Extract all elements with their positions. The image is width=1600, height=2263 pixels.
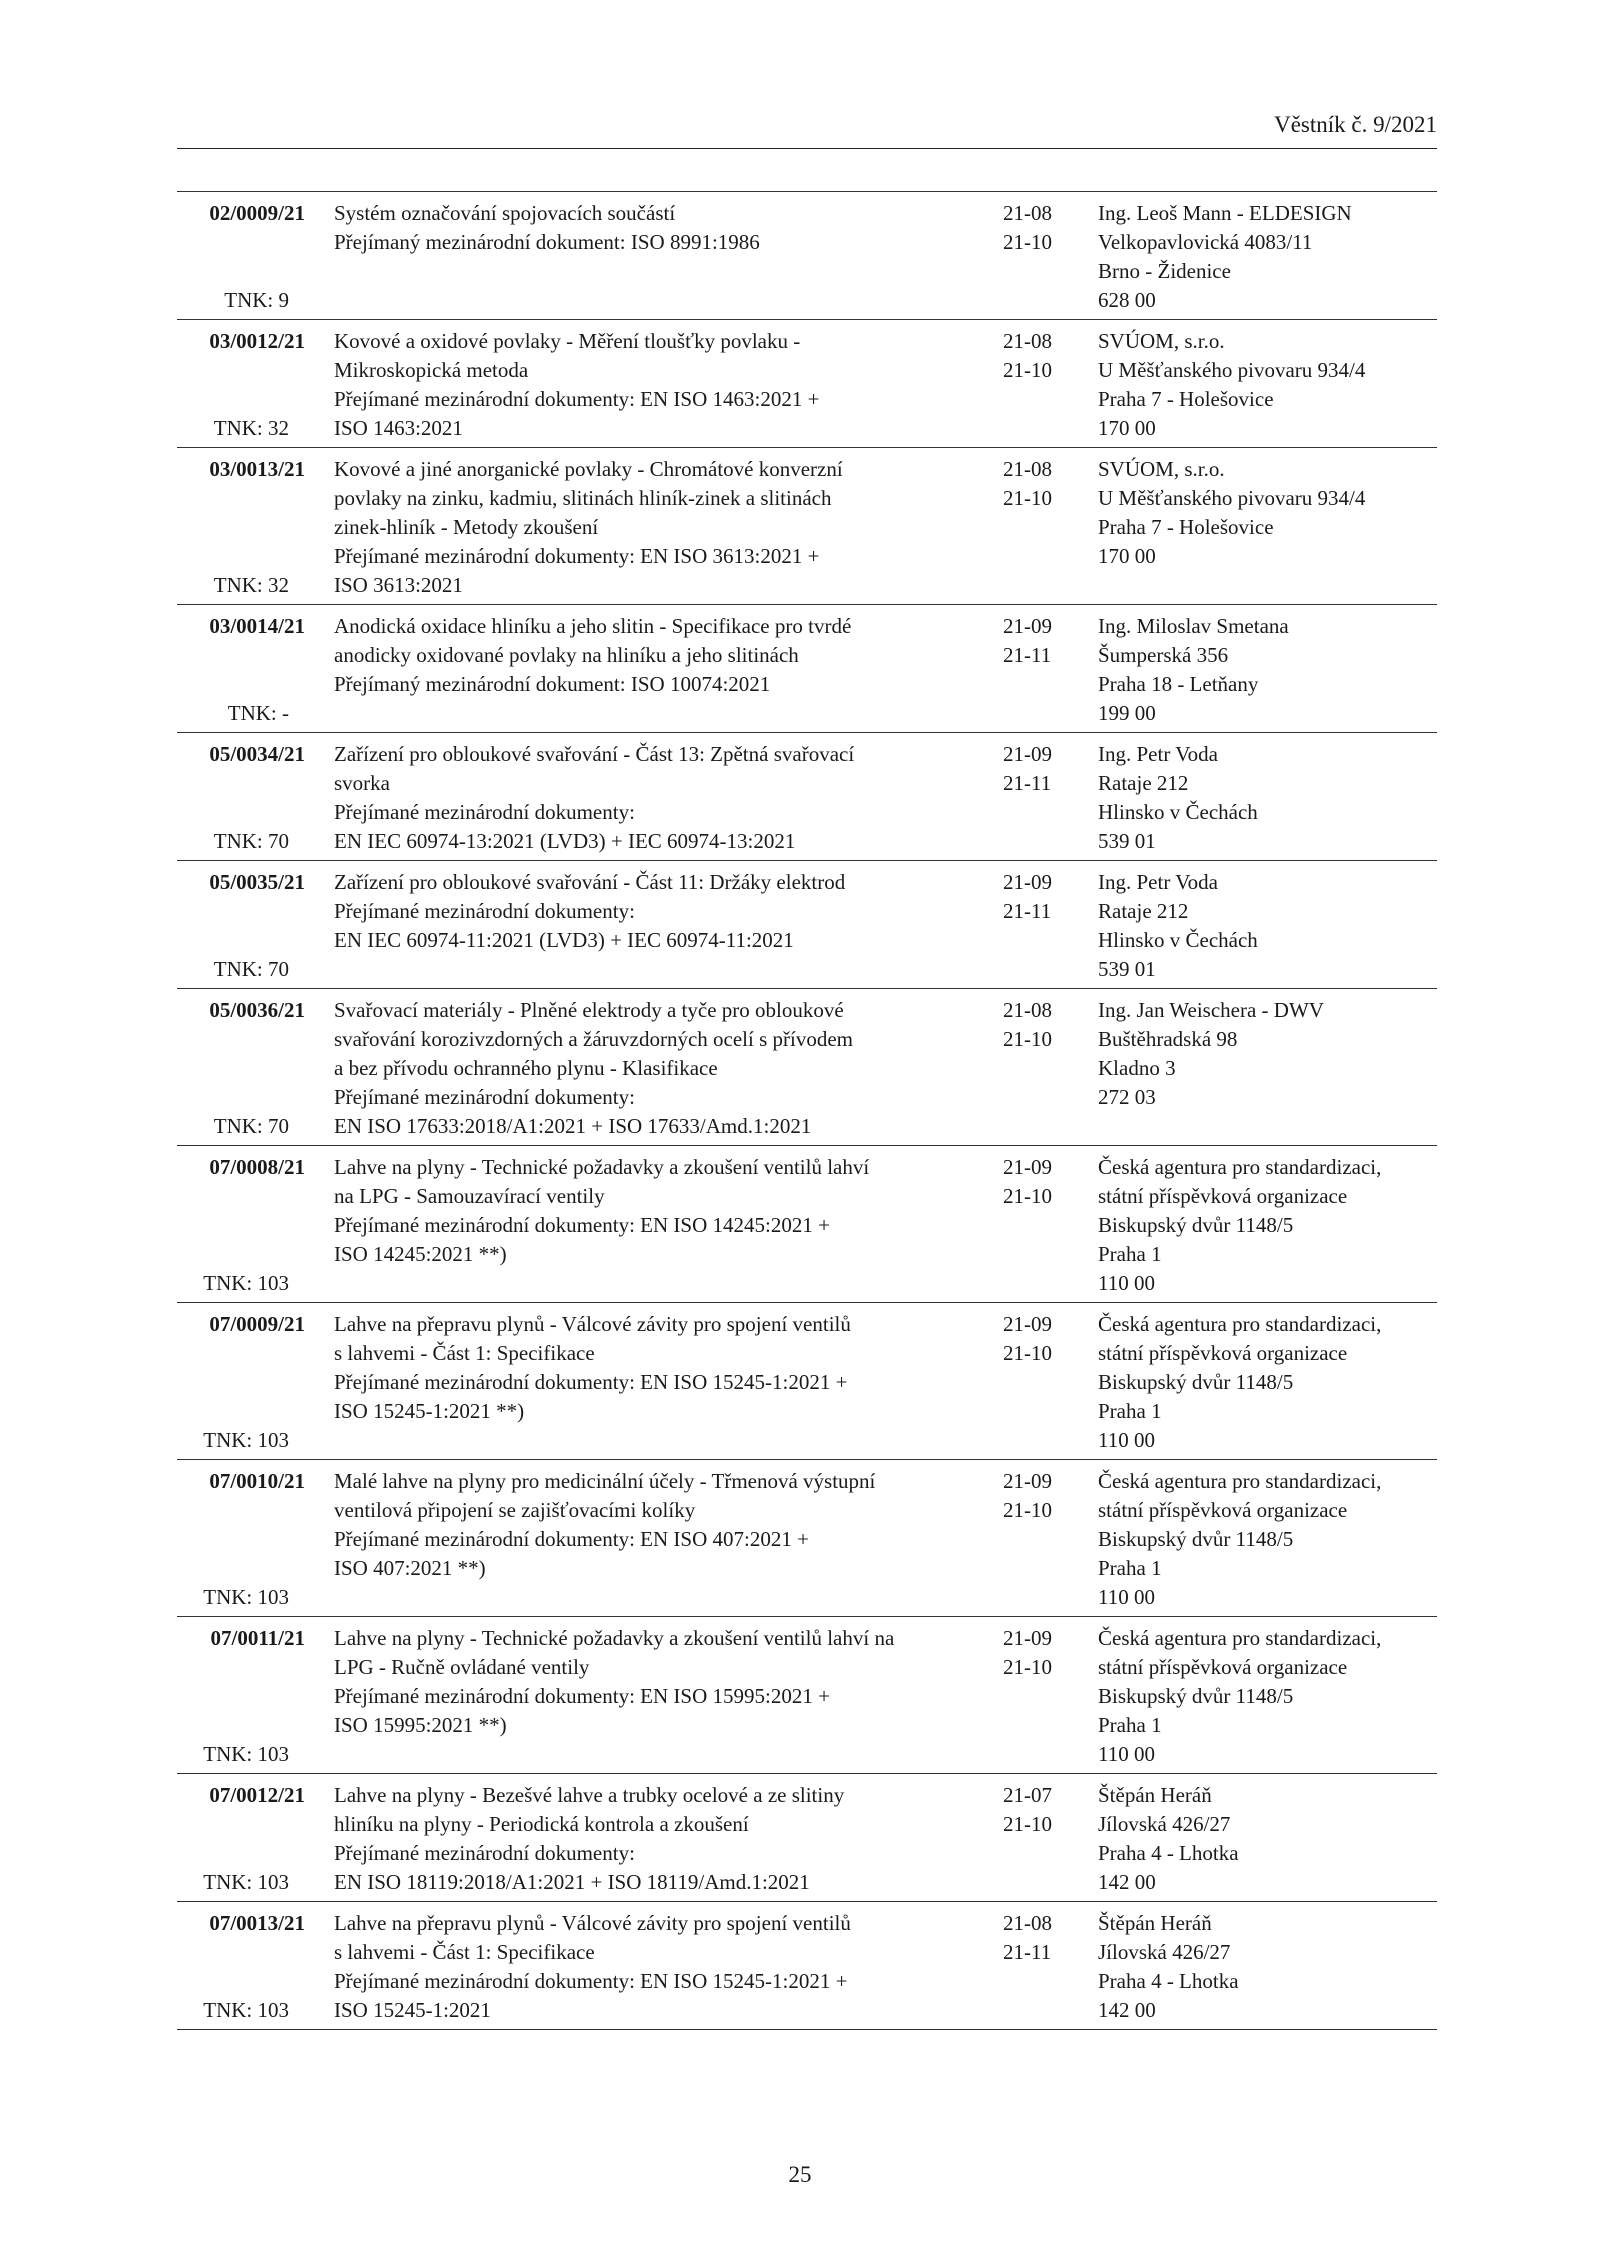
- entry-date: 21-11: [1003, 771, 1052, 795]
- entry-address-line: 142 00: [1098, 1998, 1156, 2022]
- entry-title: [334, 740, 994, 856]
- entry-date: 21-09: [1003, 614, 1052, 638]
- entry-address-line: Kladno 3: [1098, 1056, 1176, 1080]
- entry-title-line: Přejímané mezinárodní dokumenty: EN ISO 15995:2021 +: [334, 1684, 830, 1708]
- entry-dates: [1003, 455, 1073, 513]
- entry-title: [334, 199, 994, 257]
- entry-tnk: TNK: 70: [213, 829, 289, 853]
- entry-address-line: Praha 4 - Lhotka: [1098, 1969, 1239, 1993]
- entry-address-line: Praha 1: [1098, 1399, 1162, 1423]
- entry-title: [334, 1909, 994, 2025]
- entry-title: [334, 1310, 994, 1426]
- entry-dates: [1003, 327, 1073, 385]
- entry-date: 21-08: [1003, 201, 1052, 225]
- entry-tnk: TNK: 103: [203, 1742, 289, 1766]
- entry-address: [1098, 1909, 1438, 2025]
- entry-date: 21-10: [1003, 230, 1052, 254]
- entry-title-line: ISO 1463:2021: [334, 416, 463, 440]
- entry-address-line: Rataje 212: [1098, 899, 1189, 923]
- entry-title-line: Kovové a oxidové povlaky - Měření tloušťky povlaku -: [334, 329, 801, 353]
- entry-address: [1098, 455, 1438, 571]
- standard-entry: [177, 733, 1437, 861]
- entry-title: [334, 327, 994, 443]
- entry-address-line: Biskupský dvůr 1148/5: [1098, 1370, 1294, 1394]
- entry-date: 21-09: [1003, 1155, 1052, 1179]
- entry-title-line: a bez přívodu ochranného plynu - Klasifikace: [334, 1056, 718, 1080]
- entry-address-line: Ing. Petr Voda: [1098, 870, 1218, 894]
- entry-tnk: TNK: 103: [203, 1585, 289, 1609]
- entry-address-line: Praha 18 - Letňany: [1098, 672, 1259, 696]
- entry-date: 21-09: [1003, 1469, 1052, 1493]
- entry-date: 21-09: [1003, 1312, 1052, 1336]
- entry-address-line: Praha 7 - Holešovice: [1098, 515, 1274, 539]
- entry-title-line: ISO 15245-1:2021 **): [334, 1399, 525, 1423]
- entry-code: 03/0012/21: [209, 329, 305, 353]
- entry-address-line: 199 00: [1098, 701, 1156, 725]
- entry-title-line: svařování korozivzdorných a žáruvzdorných ocelí s přívodem: [334, 1027, 853, 1051]
- entry-date: 21-10: [1003, 1655, 1052, 1679]
- standard-entry: [177, 1303, 1437, 1460]
- entry-title-line: EN IEC 60974-13:2021 (LVD3) + IEC 60974-13:2021: [334, 829, 796, 853]
- entry-title-line: Přejímané mezinárodní dokumenty:: [334, 800, 635, 824]
- entry-address-line: Ing. Jan Weischera - DWV: [1098, 998, 1324, 1022]
- entry-title-line: Lahve na plyny - Technické požadavky a zkoušení ventilů lahví na: [334, 1626, 895, 1650]
- standard-entry: [177, 1460, 1437, 1617]
- entry-address-line: Biskupský dvůr 1148/5: [1098, 1527, 1294, 1551]
- entry-dates: [1003, 1781, 1073, 1839]
- entry-date: 21-11: [1003, 899, 1052, 923]
- entry-address: [1098, 1624, 1438, 1769]
- entry-address-line: 628 00: [1098, 288, 1156, 312]
- entry-dates: [1003, 1909, 1073, 1967]
- entry-address: [1098, 1467, 1438, 1612]
- entry-address-line: státní příspěvková organizace: [1098, 1498, 1348, 1522]
- entry-title-line: Přejímané mezinárodní dokumenty: EN ISO 3613:2021 +: [334, 544, 820, 568]
- entry-address-line: 110 00: [1098, 1585, 1155, 1609]
- entry-address-line: Ing. Leoš Mann - ELDESIGN: [1098, 201, 1352, 225]
- entry-date: 21-08: [1003, 329, 1052, 353]
- entry-date: 21-10: [1003, 1812, 1052, 1836]
- entry-title-line: s lahvemi - Část 1: Specifikace: [334, 1940, 595, 1964]
- entry-tnk: TNK: 32: [213, 416, 289, 440]
- entry-dates: [1003, 740, 1073, 798]
- entry-date: 21-11: [1003, 643, 1052, 667]
- entry-address-line: Hlinsko v Čechách: [1098, 928, 1258, 952]
- entry-date: 21-10: [1003, 1184, 1052, 1208]
- standard-entry: [177, 1146, 1437, 1303]
- entry-title-line: Přejímaný mezinárodní dokument: ISO 10074:2021: [334, 672, 771, 696]
- entry-title-line: na LPG - Samouzavírací ventily: [334, 1184, 605, 1208]
- entry-title-line: Lahve na přepravu plynů - Válcové závity pro spojení ventilů: [334, 1911, 851, 1935]
- entry-date: 21-09: [1003, 870, 1052, 894]
- entry-address-line: Praha 1: [1098, 1713, 1162, 1737]
- entry-address: [1098, 1310, 1438, 1455]
- entry-title: [334, 1153, 994, 1269]
- entry-title-line: Přejímané mezinárodní dokumenty: EN ISO 1463:2021 +: [334, 387, 820, 411]
- entry-address-line: 142 00: [1098, 1870, 1156, 1894]
- entry-address-line: Jílovská 426/27: [1098, 1812, 1231, 1836]
- entry-title-line: Přejímané mezinárodní dokumenty:: [334, 1841, 635, 1865]
- entry-tnk: TNK: 103: [203, 1428, 289, 1452]
- entry-address-line: 110 00: [1098, 1742, 1155, 1766]
- entry-title-line: Lahve na plyny - Technické požadavky a zkoušení ventilů lahví: [334, 1155, 870, 1179]
- entry-title-line: Zařízení pro obloukové svařování - Část 13: Zpětná svařovací: [334, 742, 855, 766]
- entry-title-line: Zařízení pro obloukové svařování - Část 11: Držáky elektrod: [334, 870, 846, 894]
- entry-address-line: Ing. Petr Voda: [1098, 742, 1218, 766]
- entry-title-line: zinek-hliník - Metody zkoušení: [334, 515, 599, 539]
- entry-address-line: Šumperská 356: [1098, 643, 1229, 667]
- entry-code: 05/0036/21: [209, 998, 305, 1022]
- entry-code: 07/0011/21: [210, 1626, 305, 1650]
- entry-title-line: Malé lahve na plyny pro medicinální účely - Třmenová výstupní: [334, 1469, 876, 1493]
- entry-title: [334, 455, 994, 600]
- entry-address-line: Praha 4 - Lhotka: [1098, 1841, 1239, 1865]
- entry-code: 03/0013/21: [209, 457, 305, 481]
- entry-code: 05/0034/21: [209, 742, 305, 766]
- entry-title-line: Přejímané mezinárodní dokumenty:: [334, 899, 635, 923]
- entry-dates: [1003, 868, 1073, 926]
- entry-date: 21-10: [1003, 1341, 1052, 1365]
- entry-title-line: ISO 407:2021 **): [334, 1556, 486, 1580]
- entry-address-line: Česká agentura pro standardizaci,: [1098, 1155, 1382, 1179]
- entry-title-line: Kovové a jiné anorganické povlaky - Chromátové konverzní: [334, 457, 843, 481]
- standard-entry: [177, 1774, 1437, 1902]
- entry-title: [334, 868, 994, 955]
- entry-address-line: státní příspěvková organizace: [1098, 1341, 1348, 1365]
- entry-address-line: Jílovská 426/27: [1098, 1940, 1231, 1964]
- entry-address-line: Ing. Miloslav Smetana: [1098, 614, 1289, 638]
- page-header: [177, 108, 1437, 149]
- entry-address: [1098, 1781, 1438, 1897]
- entry-tnk: TNK: 103: [203, 1870, 289, 1894]
- entry-code: 07/0012/21: [209, 1783, 305, 1807]
- entry-address-line: 272 03: [1098, 1085, 1156, 1109]
- entry-address-line: U Měšťanského pivovaru 934/4: [1098, 486, 1366, 510]
- standard-entry: [177, 320, 1437, 448]
- entry-title-line: Přejímané mezinárodní dokumenty: EN ISO 407:2021 +: [334, 1527, 809, 1551]
- entry-address: [1098, 740, 1438, 856]
- entry-title-line: anodicky oxidované povlaky na hliníku a jeho slitinách: [334, 643, 799, 667]
- entry-dates: [1003, 1153, 1073, 1211]
- entry-title-line: Přejímané mezinárodní dokumenty: EN ISO 14245:2021 +: [334, 1213, 830, 1237]
- entry-tnk: TNK: 103: [203, 1998, 289, 2022]
- entry-address: [1098, 199, 1438, 315]
- entry-title: [334, 1624, 994, 1740]
- standard-entry: [177, 1902, 1437, 2030]
- entry-address: [1098, 996, 1438, 1112]
- entry-title-line: Svařovací materiály - Plněné elektrody a tyče pro obloukové: [334, 998, 844, 1022]
- entry-title-line: EN IEC 60974-11:2021 (LVD3) + IEC 60974-11:2021: [334, 928, 794, 952]
- entry-address-line: Brno - Židenice: [1098, 259, 1231, 283]
- entry-title-line: EN ISO 17633:2018/A1:2021 + ISO 17633/Amd.1:2021: [334, 1114, 812, 1138]
- entry-address-line: Štěpán Heráň: [1098, 1783, 1212, 1807]
- entry-title-line: ISO 14245:2021 **): [334, 1242, 507, 1266]
- page-number: 25: [788, 2162, 812, 2187]
- entry-date: 21-08: [1003, 998, 1052, 1022]
- entry-title-line: Mikroskopická metoda: [334, 358, 529, 382]
- entry-title-line: Přejímané mezinárodní dokumenty: EN ISO 15245-1:2021 +: [334, 1969, 848, 1993]
- entry-tnk: TNK: 70: [213, 1114, 289, 1138]
- entry-date: 21-09: [1003, 742, 1052, 766]
- entry-title-line: Systém označování spojovacích součástí: [334, 201, 676, 225]
- standard-entry: [177, 192, 1437, 320]
- entry-title: [334, 996, 994, 1141]
- entry-title-line: Anodická oxidace hliníku a jeho slitin - Specifikace pro tvrdé: [334, 614, 852, 638]
- entry-code: 02/0009/21: [209, 201, 305, 225]
- entry-tnk: TNK: 32: [213, 573, 289, 597]
- entry-date: 21-11: [1003, 1940, 1052, 1964]
- entry-date: 21-10: [1003, 486, 1052, 510]
- entry-tnk: TNK: 103: [203, 1271, 289, 1295]
- entry-tnk: TNK: -: [227, 701, 289, 725]
- entry-address-line: státní příspěvková organizace: [1098, 1655, 1348, 1679]
- entry-address-line: 539 01: [1098, 957, 1156, 981]
- entry-title-line: Přejímané mezinárodní dokumenty: EN ISO 15245-1:2021 +: [334, 1370, 848, 1394]
- entry-address-line: 539 01: [1098, 829, 1156, 853]
- entry-address-line: Praha 7 - Holešovice: [1098, 387, 1274, 411]
- entry-dates: [1003, 1624, 1073, 1682]
- entry-address-line: 170 00: [1098, 544, 1156, 568]
- standards-list: [177, 191, 1437, 2030]
- entry-title-line: povlaky na zinku, kadmiu, slitinách hliník-zinek a slitinách: [334, 486, 832, 510]
- entry-address-line: U Měšťanského pivovaru 934/4: [1098, 358, 1366, 382]
- entry-title-line: hliníku na plyny - Periodická kontrola a zkoušení: [334, 1812, 749, 1836]
- entry-code: 05/0035/21: [209, 870, 305, 894]
- entry-date: 21-09: [1003, 1626, 1052, 1650]
- entry-title: [334, 1467, 994, 1583]
- entry-address: [1098, 612, 1438, 728]
- standard-entry: [177, 605, 1437, 733]
- entry-date: 21-10: [1003, 1498, 1052, 1522]
- entry-address: [1098, 1153, 1438, 1298]
- entry-dates: [1003, 199, 1073, 257]
- entry-address-line: Česká agentura pro standardizaci,: [1098, 1626, 1382, 1650]
- entry-code: 07/0008/21: [209, 1155, 305, 1179]
- entry-title-line: EN ISO 18119:2018/A1:2021 + ISO 18119/Amd.1:2021: [334, 1870, 810, 1894]
- entry-address-line: 170 00: [1098, 416, 1156, 440]
- entry-address-line: Buštěhradská 98: [1098, 1027, 1238, 1051]
- entry-code: 07/0010/21: [209, 1469, 305, 1493]
- entry-address: [1098, 327, 1438, 443]
- entry-dates: [1003, 1310, 1073, 1368]
- entry-address-line: Velkopavlovická 4083/11: [1098, 230, 1313, 254]
- entry-code: 03/0014/21: [209, 614, 305, 638]
- entry-date: 21-10: [1003, 1027, 1052, 1051]
- bulletin-title: Věstník č. 9/2021: [1274, 112, 1437, 137]
- entry-title-line: Přejímané mezinárodní dokumenty:: [334, 1085, 635, 1109]
- entry-address-line: Praha 1: [1098, 1556, 1162, 1580]
- entry-title-line: ventilová připojení se zajišťovacími kolíky: [334, 1498, 696, 1522]
- entry-address-line: Česká agentura pro standardizaci,: [1098, 1469, 1382, 1493]
- entry-title: [334, 612, 994, 699]
- entry-address-line: SVÚOM, s.r.o.: [1098, 457, 1225, 481]
- entry-dates: [1003, 996, 1073, 1054]
- entry-address-line: Biskupský dvůr 1148/5: [1098, 1213, 1294, 1237]
- entry-title-line: Lahve na přepravu plynů - Válcové závity pro spojení ventilů: [334, 1312, 851, 1336]
- entry-dates: [1003, 612, 1073, 670]
- entry-title-line: LPG - Ručně ovládané ventily: [334, 1655, 590, 1679]
- standard-entry: [177, 1617, 1437, 1774]
- entry-address-line: Rataje 212: [1098, 771, 1189, 795]
- entry-address-line: státní příspěvková organizace: [1098, 1184, 1348, 1208]
- entry-address-line: Česká agentura pro standardizaci,: [1098, 1312, 1382, 1336]
- entry-date: 21-08: [1003, 457, 1052, 481]
- entry-dates: [1003, 1467, 1073, 1525]
- entry-address-line: Štěpán Heráň: [1098, 1911, 1212, 1935]
- entry-tnk: TNK: 9: [224, 288, 289, 312]
- standard-entry: [177, 861, 1437, 989]
- entry-code: 07/0009/21: [209, 1312, 305, 1336]
- entry-code: 07/0013/21: [209, 1911, 305, 1935]
- entry-title-line: ISO 15995:2021 **): [334, 1713, 507, 1737]
- entry-title-line: s lahvemi - Část 1: Specifikace: [334, 1341, 595, 1365]
- entry-date: 21-08: [1003, 1911, 1052, 1935]
- entry-address-line: Hlinsko v Čechách: [1098, 800, 1258, 824]
- entry-address-line: Biskupský dvůr 1148/5: [1098, 1684, 1294, 1708]
- standard-entry: [177, 448, 1437, 605]
- entry-title-line: svorka: [334, 771, 390, 795]
- entry-address-line: Praha 1: [1098, 1242, 1162, 1266]
- entry-title: [334, 1781, 994, 1897]
- entry-address-line: SVÚOM, s.r.o.: [1098, 329, 1225, 353]
- entry-address: [1098, 868, 1438, 984]
- entry-address-line: 110 00: [1098, 1271, 1155, 1295]
- entry-title-line: Lahve na plyny - Bezešvé lahve a trubky ocelové a ze slitiny: [334, 1783, 845, 1807]
- entry-title-line: ISO 15245-1:2021: [334, 1998, 491, 2022]
- entry-date: 21-10: [1003, 358, 1052, 382]
- entry-date: 21-07: [1003, 1783, 1052, 1807]
- entry-title-line: Přejímaný mezinárodní dokument: ISO 8991:1986: [334, 230, 760, 254]
- entry-title-line: ISO 3613:2021: [334, 573, 463, 597]
- standard-entry: [177, 989, 1437, 1146]
- entry-address-line: 110 00: [1098, 1428, 1155, 1452]
- entry-tnk: TNK: 70: [213, 957, 289, 981]
